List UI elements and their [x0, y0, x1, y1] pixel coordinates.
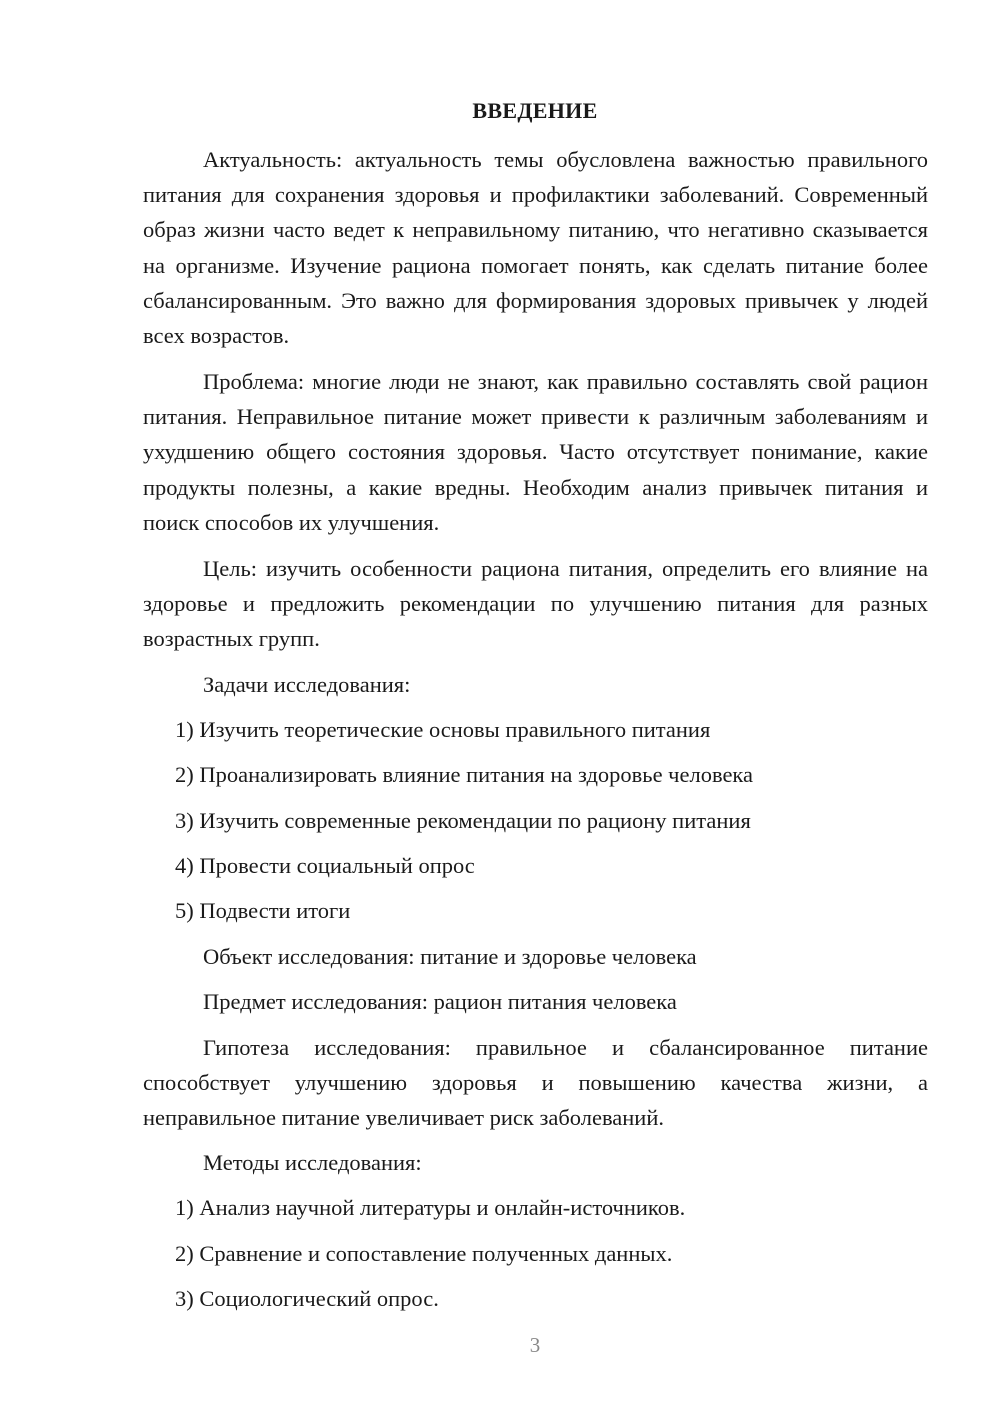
task-item: 5) Подвести итоги — [175, 898, 351, 923]
page-title: ВВЕДЕНИЕ — [472, 98, 598, 123]
problem-paragraph: Проблема: многие люди не знают, как правильно составлять свой рацион питания. Неправильное питание может привести к различным заболеваниям и ухудшению общего состояния здоровья. Часто отсутствует понимание, какие продукты полезны, а какие вредны. Необходим анализ привычек питания и поиск способов их улучшения. — [143, 369, 928, 535]
tasks-label: Задачи исследования: — [203, 672, 411, 697]
hypothesis-paragraph: Гипотеза исследования: правильное и сбалансированное питание способствует улучшению здоровья и повышению качества жизни, а неправильное питание увеличивает риск заболеваний. — [143, 1035, 928, 1131]
method-item: 2) Сравнение и сопоставление полученных данных. — [175, 1241, 673, 1266]
research-object: Объект исследования: питание и здоровье человека — [203, 944, 697, 969]
goal-paragraph: Цель: изучить особенности рациона питания, определить его влияние на здоровье и предложить рекомендации по улучшению питания для разных возрастных групп. — [143, 556, 928, 652]
page-number: 3 — [529, 1333, 541, 1357]
research-subject: Предмет исследования: рацион питания человека — [203, 989, 677, 1014]
task-item: 3) Изучить современные рекомендации по рациону питания — [175, 808, 751, 833]
relevance-paragraph: Актуальность: актуальность темы обусловлена важностью правильного питания для сохранения здоровья и профилактики заболеваний. Современный образ жизни часто ведет к неправильному питанию, что негативно сказывается на организме. Изучение рациона помогает понять, как сделать питание более сбалансированным. Это важно для формирования здоровых привычек у людей всех возрастов. — [143, 147, 928, 349]
method-item: 1) Анализ научной литературы и онлайн-источников. — [175, 1195, 686, 1220]
task-item: 2) Проанализировать влияние питания на здоровье человека — [175, 762, 754, 787]
task-item: 4) Провести социальный опрос — [175, 853, 475, 878]
methods-label: Методы исследования: — [203, 1150, 422, 1175]
task-item: 1) Изучить теоретические основы правильного питания — [175, 717, 711, 742]
method-item: 3) Социологический опрос. — [175, 1286, 439, 1311]
